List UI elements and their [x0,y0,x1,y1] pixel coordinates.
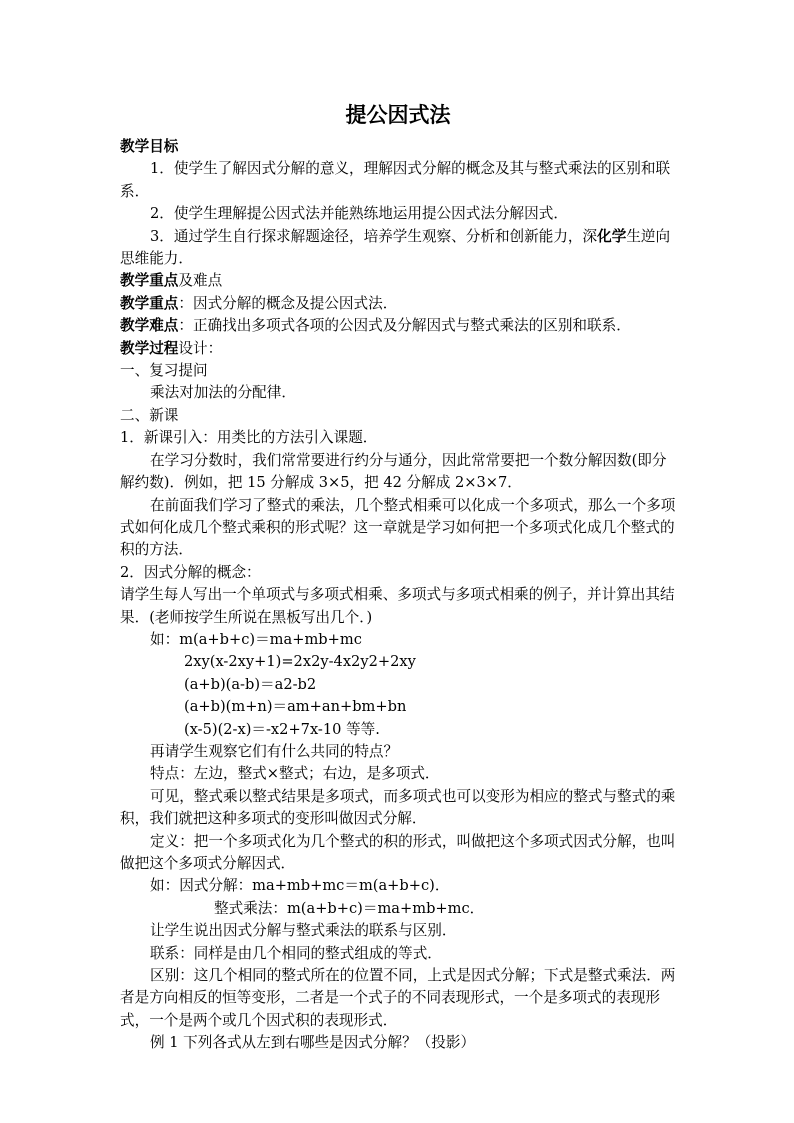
intro-paragraph-1: 在学习分数时，我们常常要进行约分与通分，因此常常要把一个数分解因数(即分解约数)．例如，把 15 分解成 3×5，把 42 分解成 2×3×7． [120,451,667,492]
concept-paragraph: 请学生每人写出一个单项式与多项式相乘、多项式与多项式相乘的例子，并计算出其结果．(老师按学生所说在黑板写出几个．) [120,586,675,626]
concept-title: 2．因式分解的概念： [120,563,261,581]
teaching-difficulty-text: ：正确找出多项式各项的公因式及分解因式与整式乘法的区别和联系． [178,317,631,335]
example-line-5: (x-5)(2-x)＝-x2+7x-10 等等. [184,720,380,738]
multiply-example: 整式乘法：m(a+b+c)＝ma+mb+mc． [214,899,485,917]
intro-paragraph-2: 在前面我们学习了整式的乘法，几个整式相乘可以化成一个多项式，那么一个多项式如何化成几个整式乘积的形式呢？这一章就是学习如何把一个多项式化成几个整式的积的方法． [120,496,676,559]
example-line-2: 2xy(x-2xy+1)=2x2y-4x2y2+2xy [184,653,416,671]
review-text: 乘法对加法的分配律． [150,384,296,402]
relation-text: 联系：同样是由几个相同的整式组成的等式． [150,944,442,962]
example-1-text: 例 1 下列各式从左到右哪些是因式分解？（投影） [150,1034,476,1052]
thus-paragraph: 可见，整式乘以整式结果是多项式，而多项式也可以变形为相应的整式与整式的乘积，我们就把这种多项式的变形叫做因式分解． [120,787,676,828]
example-line-1: 如：m(a+b+c)＝ma+mb+mc [150,630,362,648]
intro-title: 1．新课引入：用类比的方法引入课题． [120,429,378,447]
teaching-focus-label: 教学重点 [120,294,179,312]
document-page [120,100,676,1055]
ask-text: 让学生说出因式分解与整式乘法的联系与区别． [150,922,457,940]
objective-item-1: 1．使学生了解因式分解的意义，理解因式分解的概念及其与整式乘法的区别和联系． [120,160,671,200]
teaching-difficulty-label: 教学难点 [120,317,179,335]
objectives-heading: 教学目标 [120,138,179,155]
review-title: 一、复习提问 [120,362,208,380]
objective-item-2: 2．使学生理解提公因式法并能熟练地运用提公因式法分解因式． [150,205,568,223]
example-line-4: (a+b)(m+n)＝am+an+bm+bn [184,698,407,716]
process-heading-bold: 教学过程 [120,339,179,357]
teaching-focus [120,293,676,315]
factor-example: 如：因式分解：ma+mb+mc＝m(a+b+c)． [150,877,450,895]
process-heading-rest: 设计： [178,339,223,357]
definition-paragraph: 定义：把一个多项式化为几个整式的积的形式，叫做把这个多项式因式分解，也叫做把这个多项式分解因式． [120,832,676,872]
teaching-focus-text: ：因式分解的概念及提公因式法． [178,294,398,312]
page-title: 提公因式法 [345,102,451,127]
objective-item-3-text: 3．通过学生自行探求解题途径，培养学生观察、分析和创新能力，深 [150,227,598,245]
teaching-difficulty [120,315,676,337]
key-points-heading-rest: 及难点 [178,272,223,290]
feature-text: 特点：左边，整式×整式；右边，是多项式． [150,765,440,783]
observe-text: 再请学生观察它们有什么共同的特点？ [150,742,399,760]
objective-item-3 [120,226,676,271]
key-points-heading-bold: 教学重点 [120,272,179,290]
difference-paragraph: 区别：这几个相同的整式所在的位置不同，上式是因式分解；下式是整式乘法．两者是方向相反的恒等变形，二者是一个式子的不同表现形式，一个是多项式的表现形式，一个是两个或几个因式积的表现形式． [120,967,676,1029]
objective-item-3-bold: 化学 [597,227,627,245]
process-heading [120,338,676,360]
example-line-3: (a+b)(a-b)＝a2-b2 [184,675,317,693]
objective-item-3-end: 生逆向思维能力． [120,227,671,268]
new-lesson-title: 二、新课 [120,406,179,424]
key-points-heading [120,270,676,292]
